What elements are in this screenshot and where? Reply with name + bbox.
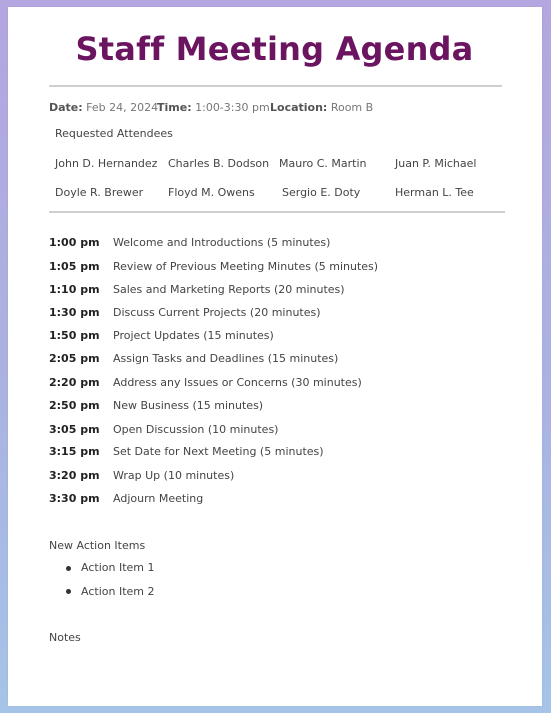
action-item: Action Item 1 bbox=[81, 561, 155, 574]
meta-date bbox=[49, 101, 158, 114]
agenda-time: 1:10 pm bbox=[49, 283, 100, 296]
date-value: Feb 24, 2024 bbox=[86, 101, 159, 114]
agenda-time: 3:20 pm bbox=[49, 469, 100, 482]
agenda-item: Wrap Up (10 minutes) bbox=[113, 469, 235, 482]
agenda-item: Assign Tasks and Deadlines (15 minutes) bbox=[113, 352, 339, 365]
agenda-item: Adjourn Meeting bbox=[113, 492, 204, 505]
agenda-time: 1:50 pm bbox=[49, 329, 100, 342]
action-item: Action Item 2 bbox=[81, 585, 155, 598]
agenda-item: New Business (15 minutes) bbox=[113, 399, 264, 412]
attendee-name: Floyd M. Owens bbox=[168, 186, 255, 199]
agenda-time: 3:05 pm bbox=[49, 423, 100, 436]
attendee-name: Herman L. Tee bbox=[395, 186, 474, 199]
action-items-heading: New Action Items bbox=[49, 539, 146, 552]
agenda-time: 3:15 pm bbox=[49, 445, 100, 458]
agenda-time: 2:50 pm bbox=[49, 399, 100, 412]
time-label: Time: bbox=[157, 101, 192, 114]
attendee-name: Juan P. Michael bbox=[395, 157, 477, 170]
bullet-icon bbox=[66, 566, 71, 571]
bullet-icon bbox=[66, 589, 71, 594]
meta-location bbox=[270, 101, 373, 114]
attendees-heading: Requested Attendees bbox=[55, 127, 173, 140]
page-title: Staff Meeting Agenda bbox=[75, 30, 474, 68]
agenda-time: 2:05 pm bbox=[49, 352, 100, 365]
location-value: Room B bbox=[330, 101, 374, 114]
notes-heading: Notes bbox=[49, 631, 81, 644]
agenda-time: 1:05 pm bbox=[49, 260, 100, 273]
attendee-name: John D. Hernandez bbox=[55, 157, 158, 170]
agenda-item: Project Updates (15 minutes) bbox=[113, 329, 274, 342]
agenda-item: Review of Previous Meeting Minutes (5 minutes) bbox=[113, 260, 379, 273]
attendee-name: Charles B. Dodson bbox=[168, 157, 270, 170]
agenda-item: Welcome and Introductions (5 minutes) bbox=[113, 236, 331, 249]
attendees-divider bbox=[49, 211, 505, 213]
attendee-name: Mauro C. Martin bbox=[279, 157, 367, 170]
agenda-item: Sales and Marketing Reports (20 minutes) bbox=[113, 283, 345, 296]
meta-time bbox=[157, 101, 270, 114]
agenda-time: 2:20 pm bbox=[49, 376, 100, 389]
agenda-time: 3:30 pm bbox=[49, 492, 100, 505]
agenda-item: Address any Issues or Concerns (30 minutes) bbox=[113, 376, 362, 389]
attendee-name: Doyle R. Brewer bbox=[55, 186, 144, 199]
agenda-time: 1:30 pm bbox=[49, 306, 100, 319]
agenda-item: Discuss Current Projects (20 minutes) bbox=[113, 306, 321, 319]
agenda-item: Open Discussion (10 minutes) bbox=[113, 423, 279, 436]
header-divider bbox=[49, 85, 502, 87]
time-value: 1:00-3:30 pm bbox=[195, 101, 270, 114]
attendee-name: Sergio E. Doty bbox=[282, 186, 361, 199]
agenda-time: 1:00 pm bbox=[49, 236, 100, 249]
date-label: Date: bbox=[49, 101, 83, 114]
agenda-item: Set Date for Next Meeting (5 minutes) bbox=[113, 445, 324, 458]
location-label: Location: bbox=[270, 101, 328, 114]
